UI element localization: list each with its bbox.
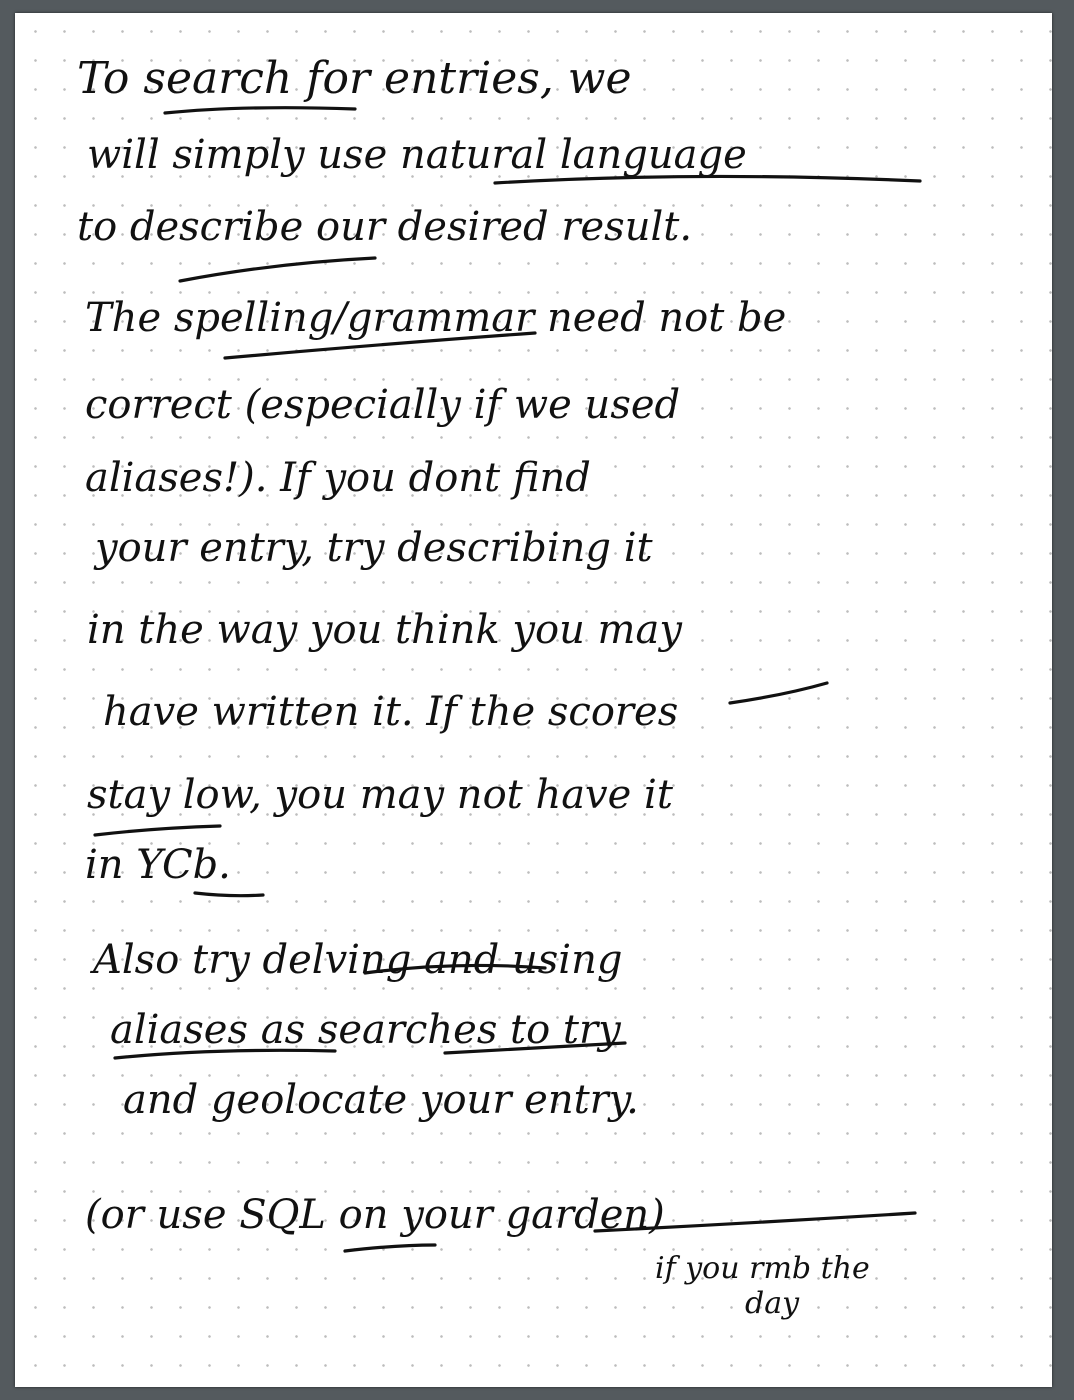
note-aside-line-1: if you rmb the xyxy=(655,1251,870,1286)
underline-scores xyxy=(730,683,827,703)
underline-search xyxy=(165,108,355,113)
underline-stay xyxy=(95,826,220,835)
note-line-4: The spelling/grammar need not be xyxy=(85,295,787,341)
dotted-note-page xyxy=(15,13,1052,1387)
note-aside-line-2: day xyxy=(745,1286,800,1321)
note-line-14: and geolocate your entry. xyxy=(123,1077,639,1123)
note-line-5: correct (especially if we used xyxy=(85,382,681,428)
note-line-7: your entry, try describing it xyxy=(95,525,653,571)
underline-describe xyxy=(180,258,375,281)
note-line-12: Also try delving and using xyxy=(93,937,623,983)
note-line-9: have written it. If the scores xyxy=(103,689,679,735)
note-line-8: in the way you think you may xyxy=(87,607,682,653)
note-footer-line: (or use SQL on your garden) xyxy=(85,1192,665,1238)
handwritten-note xyxy=(15,13,1052,1387)
note-line-1: To search for entries, we xyxy=(77,53,632,104)
note-line-2: will simply use natural language xyxy=(87,132,747,178)
underline-ycb xyxy=(195,893,263,896)
underline-sql xyxy=(345,1245,435,1251)
note-line-10: stay low, you may not have it xyxy=(87,772,673,818)
note-line-6: aliases!). If you dont find xyxy=(85,455,591,501)
note-line-3: to describe our desired result. xyxy=(77,204,693,250)
note-line-11: in YCb. xyxy=(85,842,231,888)
note-line-13: aliases as searches to try xyxy=(110,1007,621,1053)
